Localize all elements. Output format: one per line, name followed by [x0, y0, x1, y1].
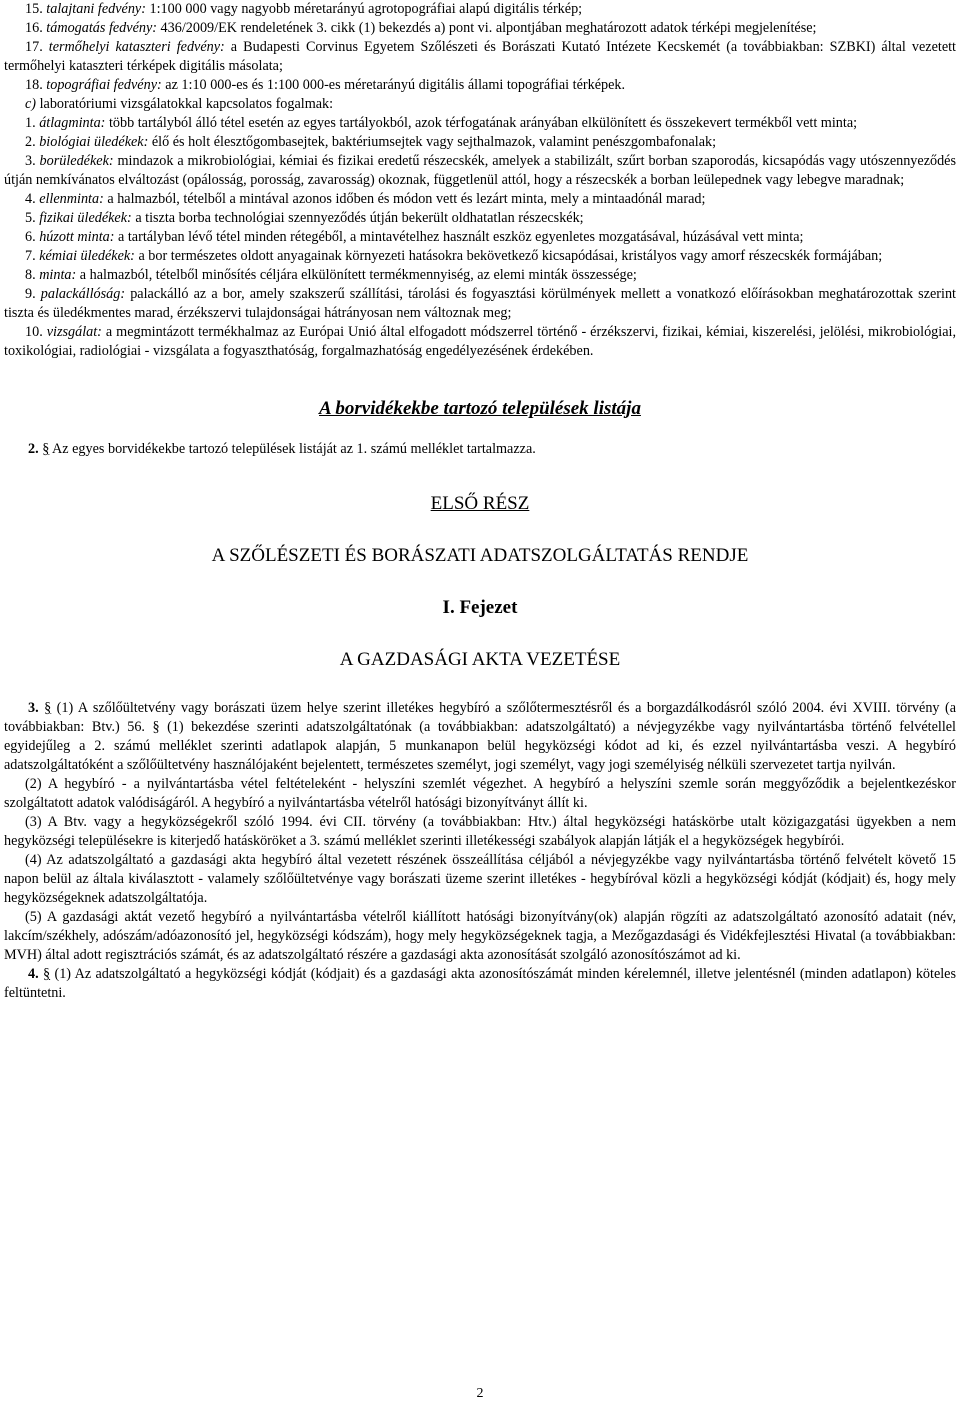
def-term: kémiai üledékek: — [39, 248, 135, 264]
paragraph-3-4: (4) Az adatszolgáltató a gazdasági akta hegybíró által vezetett részének összeállítása céljából a névjegyzékbe vagy nyilvántartásba történő felvételt követő 15 napon belül az általa kiválasztott - valamely szőlőültetvénye vagy borászati üzeme szerint illetékes - hegybíróval közli a hegyközségi kódját (kódjait) és, hogy mely hegyközségeknek adatszolgáltatója. — [4, 852, 956, 906]
lab-definition-8 — [4, 266, 956, 285]
paragraph-2 — [4, 440, 956, 459]
def-term: húzott minta: — [39, 229, 115, 245]
definition-17 — [4, 38, 956, 76]
def-text: a megmintázott termékhalmaz az Európai Unió által elfogadott módszerrel történő - érzékszervi, fizikai, kémiai, kiszerelési, jelölési, mikrobiológiai, toxikológiai, radiológiai - vizsgálata a fogyaszthatóság, forgalmazhatóság engedélyezésének érdekében. — [4, 324, 957, 359]
borvidek-title: A borvidékekbe tartozó települések listája — [319, 398, 641, 419]
page-number: 2 — [476, 1386, 484, 1401]
def-text: mindazok a mikrobiológiai, kémiai és fizikai eredetű részecskék, amelyek a stabilizált, szűrt borban szaporodás, kicsapódás vagy utószennyeződés útján nemkívánatos elváltozást (opálosság, porosság, zavarosság) okoznak, függetlenül attól, hogy a részecskék a borban leülepednek vagy lebegve maradnak; — [4, 153, 956, 188]
lab-definition-10 — [4, 323, 956, 361]
def-number: 4. — [25, 191, 36, 207]
def-number: 3. — [25, 153, 36, 169]
lab-definition-4 — [4, 190, 956, 209]
def-term: palackállóság: — [40, 286, 126, 302]
lab-definition-2 — [4, 133, 956, 152]
def-number: 15. — [25, 1, 43, 17]
def-term: topográfiai fedvény: — [46, 77, 162, 93]
def-term: fizikai üledékek: — [39, 210, 132, 226]
lab-definition-1 — [4, 114, 956, 133]
part-subtitle: A SZŐLÉSZETI ÉS BORÁSZATI ADATSZOLGÁLTATÁS RENDJE — [211, 545, 749, 566]
paragraph-number: 2. — [28, 441, 39, 457]
section-text: laboratóriumi vizsgálatokkal kapcsolatos fogalmak: — [36, 96, 334, 112]
lab-definitions — [4, 114, 956, 361]
paragraph-text: (1) A szőlőültetvény vagy borászati üzem helye szerint illetékes hegybíró a szőlőtermesztésről és a borgazdálkodásról szóló 2004. évi XVIII. törvény (a továbbiakban: Btv.) 56. § (1) bekezdése szerinti adatszolgáltatónak (a továbbiakban: adatszolgáltató) a névjegyzékbe vagy nyilvántartásba történő felvétellel egyidejűleg a 2. számú melléklet szerinti adatlapok alapján, 5 munkanapon belül hegyközségi kódot ad ki, és ezzel nyilvántartásba veszi. A hegybíró adatszolgáltatóként a szőlőültetvény használójaként bejelentett, természetes személyt, jogi személyt, vagy jogi személyiség nélküli szervezetet tartja nyilván. — [4, 700, 956, 773]
definitions-top — [4, 0, 956, 95]
def-number: 10. — [25, 324, 43, 340]
section-sign: § — [42, 441, 50, 457]
def-text: a tartályban lévő tétel minden rétegéből, a mintavételhez használt eszköz egyenletes mozgatásával, húzásával vett minta; — [114, 229, 804, 245]
def-term: minta: — [39, 267, 77, 283]
def-term: termőhelyi kataszteri fedvény: — [48, 39, 225, 55]
definition-15 — [4, 0, 956, 19]
paragraph-3-2: (2) A hegybíró - a nyilvántartásba vétel feltételeként - helyszíni szemlét végezhet. A hegybíró a helyszíni szemle során meggyőződik a bejelentkezéskor szolgáltatott adatok valódiságáról. A hegybíró a nyilvántartásba vételről hatósági bizonyítványt állít ki. — [4, 776, 956, 811]
document-page — [4, 0, 956, 1003]
def-term: támogatás fedvény: — [46, 20, 157, 36]
def-term: talajtani fedvény: — [46, 1, 146, 17]
def-number: 18. — [25, 77, 43, 93]
def-text: a bor természetes oldott anyagainak környezeti hatásokra bekövetkező kicsapódásai, kristályos vagy amorf részecskék formájában; — [134, 248, 883, 264]
def-text: több tartályból álló tétel esetén az egyes tartályokból, azok térfogatának arányában elkülönített és összekevert termékből vett minta; — [105, 115, 858, 131]
paragraph-text: (1) Az adatszolgáltató a hegyközségi kódját (kódjait) és a gazdasági akta azonosítószámát minden kérelemnél, illetve jelentésnél (minden adatlapon) köteles feltüntetni. — [4, 966, 956, 1001]
lab-definition-5 — [4, 209, 956, 228]
def-number: 8. — [25, 267, 36, 283]
paragraph-3 — [4, 699, 956, 965]
def-number: 9. — [25, 286, 36, 302]
def-text: a halmazból, tételből minősítés céljára elkülönített termékmennyiség, az elemi minták összessége; — [76, 267, 637, 283]
def-text: a halmazból, tételből a mintával azonos időben és módon vett és lezárt minta, mely a mintaadónál marad; — [103, 191, 706, 207]
definition-18 — [4, 76, 956, 95]
def-number: 17. — [25, 39, 43, 55]
def-text: palackálló az a bor, amely szakszerű szállítási, tárolási és fogyasztási körülmények mellett a vonatkozó előírásokban meghatározottak szerint tiszta és üledékmentes marad, érzékszervi tulajdonságai hátrányosan nem változnak meg; — [4, 286, 956, 321]
def-number: 5. — [25, 210, 36, 226]
def-text: 1:100 000 vagy nagyobb méretarányú agrotopográfiai alapú digitális térkép; — [145, 1, 583, 17]
paragraph-3-5: (5) A gazdasági aktát vezető hegybíró a nyilvántartásba vételről kiállított hatósági bizonyítvány(ok) alapján rögzíti az adatszolgáltató azonosító adatait (név, lakcím/székhely, adószám/adóazonosító jel, hegyközségi kódszám), hogy mely hegyközségeknek tagja, a Mezőgazdasági és Vidékfejlesztési Hivatal (a továbbiakban: MVH) által adott regisztrációs számát, és az adatszolgáltató részére a gazdasági akta azonosítását szolgáló azonosítószámot ad ki. — [4, 909, 956, 963]
def-number: 6. — [25, 229, 36, 245]
lab-definition-3 — [4, 152, 956, 190]
lab-definition-9 — [4, 285, 956, 323]
paragraph-4 — [4, 965, 956, 1003]
paragraph-3-1 — [4, 699, 956, 775]
section-marker: c) — [25, 96, 37, 112]
def-text: a Budapesti Corvinus Egyetem Szőlészeti és Borászati Kutató Intézete Kecskemét (a továbbiakban: SZBKI) által vezetett termőhelyi kataszteri térképek digitális másolata; — [4, 39, 957, 74]
definition-16 — [4, 19, 956, 38]
def-term: vizsgálat: — [46, 324, 102, 340]
paragraph-text: Az egyes borvidékekbe tartozó települések listáját az 1. számú melléklet tartalmazza. — [49, 441, 536, 457]
def-text: az 1:10 000-es és 1:100 000-es méretarányú digitális állami topográfiai térképek. — [161, 77, 626, 93]
chapter-subtitle: A GAZDASÁGI AKTA VEZETÉSE — [339, 649, 621, 670]
paragraph-number: 3. — [28, 700, 39, 716]
def-term: ellenminta: — [39, 191, 104, 207]
section-sign: § — [43, 966, 51, 982]
def-term: borüledékek: — [39, 153, 114, 169]
def-text: 436/2009/EK rendeletének 3. cikk (1) bekezdés a) pont vi. alpontjában meghatározott adatok térképi megjelenítése; — [157, 20, 817, 36]
def-term: átlagminta: — [39, 115, 106, 131]
lab-definition-7 — [4, 247, 956, 266]
def-number: 7. — [25, 248, 36, 264]
lab-definition-6 — [4, 228, 956, 247]
part-title: ELSŐ RÉSZ — [430, 493, 530, 514]
def-number: 2. — [25, 134, 36, 150]
def-number: 1. — [25, 115, 36, 131]
def-text: élő és holt élesztőgombasejtek, baktériumsejtek vagy sejthalmazok, valamint penészgombafonalak; — [148, 134, 717, 150]
def-number: 16. — [25, 20, 43, 36]
section-sign: § — [44, 700, 52, 716]
def-term: biológiai üledékek: — [39, 134, 149, 150]
section-c-heading — [4, 95, 956, 114]
def-text: a tiszta borba technológiai szennyeződés útján bekerült oldhatatlan részecskék; — [131, 210, 584, 226]
paragraph-number: 4. — [28, 966, 39, 982]
paragraph-3-3: (3) A Btv. vagy a hegyközségekről szóló 1994. évi CII. törvény (a továbbiakban: Htv.) által hegyközségi hatáskörbe utalt közigazgatási ügyekben a nem hegyközségi településekre is kiterjedő hatásköröket a 3. számú melléklet szerinti illetékességi szabályok alapján látják el a hegyközségek hegybírói. — [4, 814, 956, 849]
chapter-title: I. Fejezet — [442, 597, 518, 618]
